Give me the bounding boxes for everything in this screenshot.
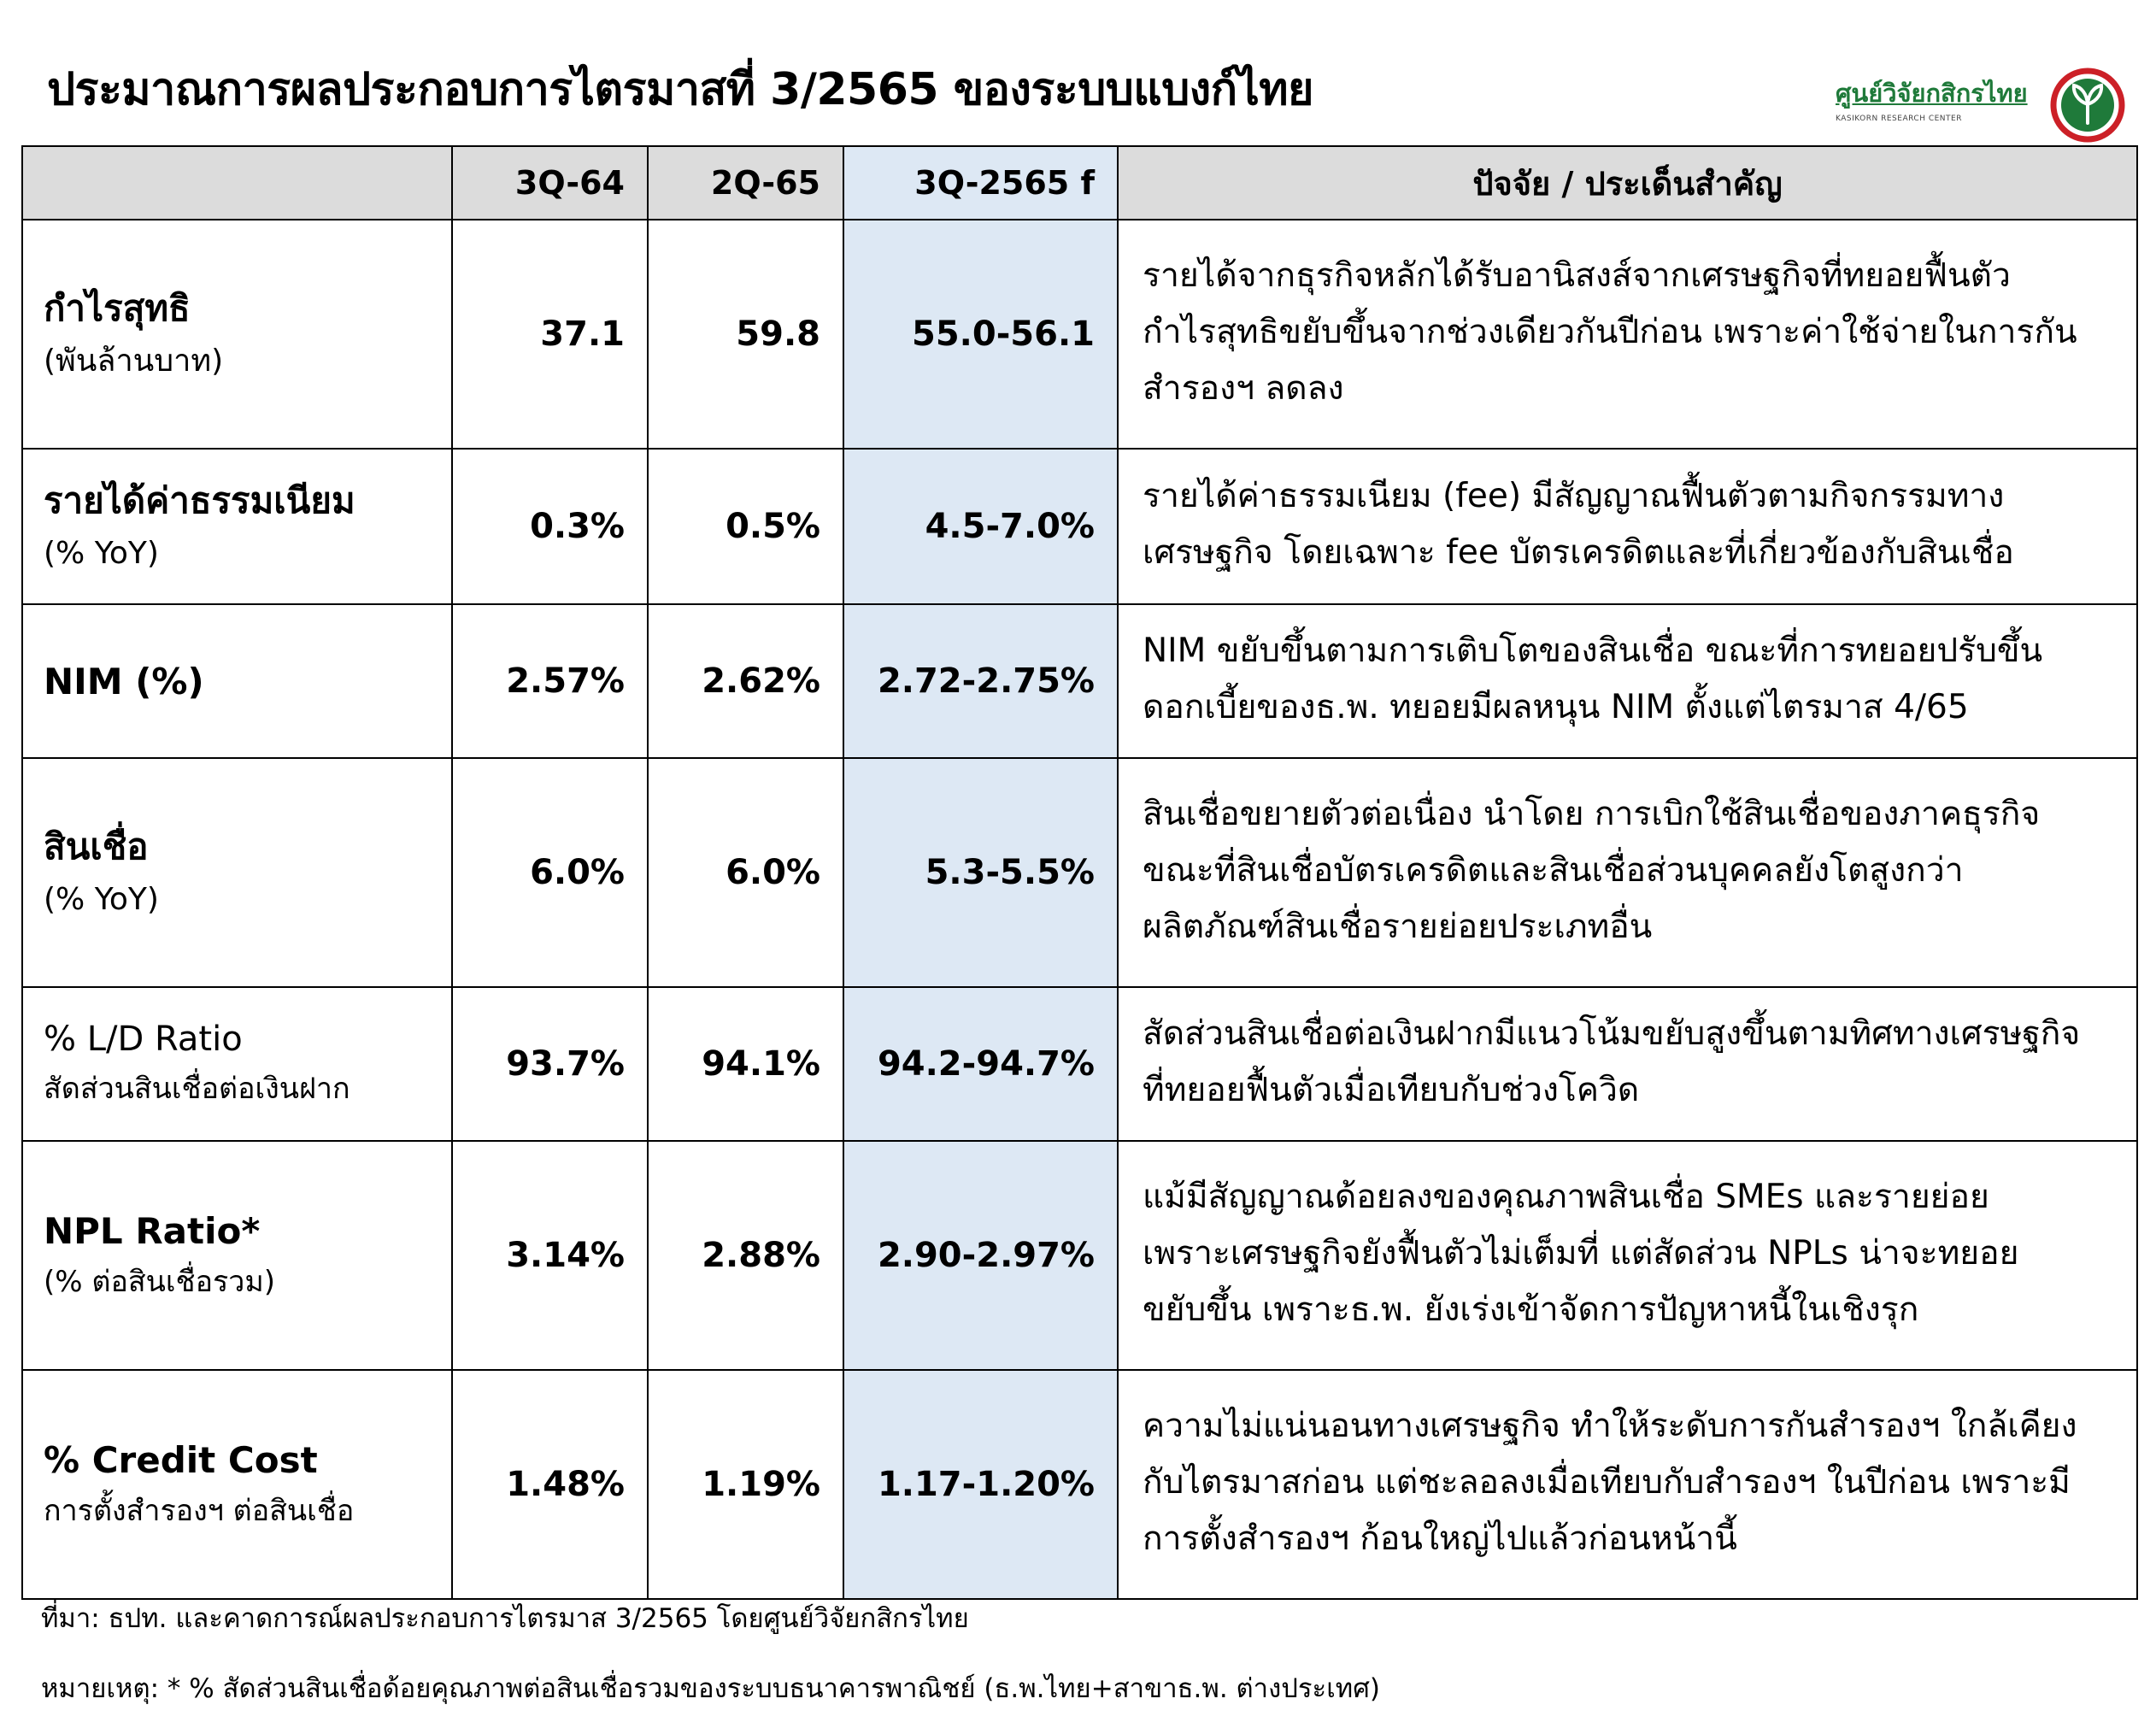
- value-3q64: 6.0%: [452, 758, 648, 987]
- metric-unit: (พันล้านบาท): [44, 343, 224, 379]
- desc-line: สำรองฯ ลดลง: [1143, 369, 1344, 409]
- metric-unit: (% YoY): [44, 881, 159, 917]
- value-3q2565f: 2.90-2.97%: [843, 1141, 1118, 1370]
- desc-line: ดอกเบี้ยของธ.พ. ทยอยมีผลหนุน NIM ตั้งแต่ไตรมาส 4/65: [1143, 688, 1969, 726]
- value-2q65: 1.19%: [648, 1370, 843, 1599]
- table-row-fee-income: [22, 449, 2137, 604]
- desc-line: การตั้งสำรองฯ ก้อนใหญ่ไปแล้วก่อนหน้านี้: [1143, 1519, 1737, 1559]
- metric-name: NIM (%): [44, 660, 204, 702]
- factor-description: [1118, 987, 2137, 1141]
- factor-description: [1118, 220, 2137, 449]
- desc-line: แม้มีสัญญาณด้อยลงของคุณภาพสินเชื่อ SMEs และรายย่อย: [1143, 1177, 1989, 1216]
- value-3q64: 2.57%: [452, 604, 648, 758]
- metric-unit: (% YoY): [44, 535, 159, 571]
- header-2q65: 2Q-65: [648, 146, 843, 220]
- desc-line: NIM ขยับขึ้นตามการเติบโตของสินเชื่อ ขณะที่การทยอยปรับขึ้น: [1143, 631, 2043, 670]
- metric-cell: [22, 1141, 452, 1370]
- metric-unit: สัดส่วนสินเชื่อต่อเงินฝาก: [44, 1072, 350, 1107]
- desc-line: รายได้ค่าธรรมเนียม (fee) มีสัญญาณฟื้นตัวตามกิจกรรมทาง: [1143, 476, 2005, 515]
- desc-line: สินเชื่อขยายตัวต่อเนื่อง นำโดย การเบิกใช้สินเชื่อของภาคธุรกิจ: [1143, 794, 2041, 833]
- desc-line: ความไม่แน่นอนทางเศรษฐกิจ ทำให้ระดับการกันสำรองฯ ใกล้เคียง: [1143, 1406, 2077, 1445]
- value-3q2565f: 1.17-1.20%: [843, 1370, 1118, 1599]
- table-row-npl-ratio: [22, 1141, 2137, 1370]
- desc-line: ที่ทยอยฟื้นตัวเมื่อเทียบกับช่วงโควิด: [1143, 1071, 1640, 1109]
- value-3q2565f: 5.3-5.5%: [843, 758, 1118, 987]
- metric-cell: [22, 604, 452, 758]
- desc-line: ผลิตภัณฑ์สินเชื่อรายย่อยประเภทอื่น: [1143, 908, 1653, 947]
- value-3q64: 93.7%: [452, 987, 648, 1141]
- header-3q2565f: 3Q-2565 f: [843, 146, 1118, 220]
- metric-cell: [22, 220, 452, 449]
- table-row-ld-ratio: [22, 987, 2137, 1141]
- header-3q64: 3Q-64: [452, 146, 648, 220]
- metric-unit: การตั้งสำรองฯ ต่อสินเชื่อ: [44, 1493, 355, 1528]
- metric-cell: [22, 987, 452, 1141]
- value-2q65: 6.0%: [648, 758, 843, 987]
- metric-unit: (% ต่อสินเชื่อรวม): [44, 1264, 276, 1299]
- metric-name: NPL Ratio*: [44, 1209, 261, 1252]
- value-3q2565f: 55.0-56.1: [843, 220, 1118, 449]
- desc-line: กับไตรมาสก่อน แต่ชะลอลงเมื่อเทียบกับสำรองฯ ในปีก่อน เพราะมี: [1143, 1462, 2071, 1502]
- desc-line: ขยับขึ้น เพราะธ.พ. ยังเร่งเข้าจัดการปัญหาหนี้ในเชิงรุก: [1143, 1290, 1919, 1330]
- metric-name: % L/D Ratio: [44, 1020, 243, 1060]
- factor-description: [1118, 449, 2137, 604]
- desc-line: ขณะที่สินเชื่อบัตรเครดิตและสินเชื่อส่วนบุคคลยังโตสูงกว่า: [1143, 850, 1964, 890]
- metric-name: % Credit Cost: [44, 1438, 318, 1481]
- factor-description: [1118, 1141, 2137, 1370]
- value-2q65: 2.62%: [648, 604, 843, 758]
- value-2q65: 2.88%: [648, 1141, 843, 1370]
- desc-line: รายได้จากธุรกิจหลักได้รับอานิสงส์จากเศรษฐกิจที่ทยอยฟื้นตัว: [1143, 256, 2011, 295]
- factor-description: [1118, 1370, 2137, 1599]
- desc-line: เศรษฐกิจ โดยเฉพาะ fee บัตรเครดิตและที่เกี่ยวข้องกับสินเชื่อ: [1143, 533, 2014, 572]
- metric-cell: [22, 1370, 452, 1599]
- kasikorn-leaf-icon: [2049, 67, 2126, 144]
- remark-note: หมายเหตุ: * % สัดส่วนสินเชื่อด้อยคุณภาพต่อสินเชื่อรวมของระบบธนาคารพาณิชย์ (ธ.พ.ไทย+สาขาธ.พ. ต่างประเทศ): [41, 1673, 1380, 1704]
- forecast-table: [21, 145, 2138, 1600]
- value-2q65: 0.5%: [648, 449, 843, 604]
- value-3q2565f: 2.72-2.75%: [843, 604, 1118, 758]
- kasikorn-logo: [1836, 67, 2100, 152]
- factor-description: [1118, 758, 2137, 987]
- value-3q64: 1.48%: [452, 1370, 648, 1599]
- desc-line: กำไรสุทธิขยับขึ้นจากช่วงเดียวกันปีก่อน เพราะค่าใช้จ่ายในการกัน: [1143, 312, 2077, 351]
- table-header-row: [22, 146, 2137, 220]
- table-row-credit-cost: [22, 1370, 2137, 1599]
- source-note: ที่มา: ธปท. และคาดการณ์ผลประกอบการไตรมาส 3/2565 โดยศูนย์วิจัยกสิกรไทย: [41, 1603, 969, 1634]
- table-row-nim: [22, 604, 2137, 758]
- metric-name: รายได้ค่าธรรมเนียม: [44, 479, 355, 521]
- value-3q64: 0.3%: [452, 449, 648, 604]
- value-2q65: 59.8: [648, 220, 843, 449]
- value-3q2565f: 4.5-7.0%: [843, 449, 1118, 604]
- metric-cell: [22, 449, 452, 604]
- logo-subtext: KASIKORN RESEARCH CENTER: [1836, 115, 1962, 123]
- page-title: ประมาณการผลประกอบการไตรมาสที่ 3/2565 ของระบบแบงก์ไทย: [47, 64, 1314, 115]
- metric-name: สินเชื่อ: [44, 825, 149, 867]
- value-3q2565f: 94.2-94.7%: [843, 987, 1118, 1141]
- metric-cell: [22, 758, 452, 987]
- factor-description: [1118, 604, 2137, 758]
- value-3q64: 37.1: [452, 220, 648, 449]
- table-row-net-profit: [22, 220, 2137, 449]
- desc-line: สัดส่วนสินเชื่อต่อเงินฝากมีแนวโน้มขยับสูงขึ้นตามทิศทางเศรษฐกิจ: [1143, 1014, 2081, 1053]
- table-row-loans: [22, 758, 2137, 987]
- value-3q64: 3.14%: [452, 1141, 648, 1370]
- value-2q65: 94.1%: [648, 987, 843, 1141]
- header-metric: [22, 146, 452, 220]
- header-factors: ปัจจัย / ประเด็นสำคัญ: [1118, 146, 2137, 220]
- desc-line: เพราะเศรษฐกิจยังฟื้นตัวไม่เต็มที่ แต่สัดส่วน NPLs น่าจะทยอย: [1143, 1233, 2019, 1273]
- logo-text: ศูนย์วิจัยกสิกรไทย: [1836, 79, 2028, 108]
- metric-name: กำไรสุทธิ: [44, 286, 191, 329]
